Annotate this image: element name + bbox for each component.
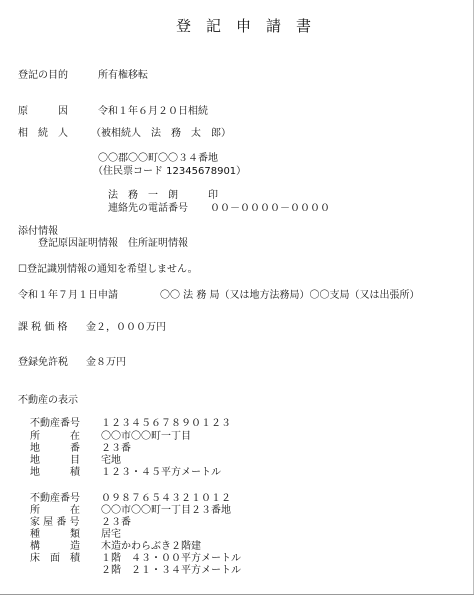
license-tax-value: 金８万円	[86, 357, 126, 368]
purpose-label: 登記の目的	[18, 70, 68, 81]
phone-label: 連絡先の電話番号	[108, 203, 188, 214]
building-number-label: 不動産番号	[30, 493, 80, 504]
registry-office: 〇〇 法 務 局（又は地方法務局）〇〇支局（又は出張所）	[160, 290, 420, 301]
land-location-label: 所 在	[30, 431, 80, 442]
building-type-label: 種 類	[30, 529, 80, 540]
house-number-value: ２３番	[101, 517, 131, 528]
land-category-label: 地 目	[30, 455, 80, 466]
floor-area-label: 床 面 積	[30, 553, 80, 564]
heir-name-seal: 法 務 一 朗 印	[108, 190, 218, 201]
tax-base-value: 金２，０００万円	[86, 322, 166, 333]
land-number-value: １２３４５６７８９０１２３	[101, 418, 231, 429]
heir-label: 相 続 人	[18, 128, 68, 139]
deceased-name: （被相続人 法 務 太 郎）	[91, 128, 231, 139]
attachments-items: 登記原因証明情報 住所証明情報	[38, 238, 188, 249]
property-header: 不動産の表示	[18, 395, 78, 406]
tax-base-label: 課 税 価 格	[18, 322, 68, 333]
phone-value: ００－００００－００００	[210, 203, 330, 214]
floor-area-second: ２階 ２１・３４平方メートル	[101, 565, 241, 576]
application-date: 令和１年７月１日申請	[18, 290, 118, 301]
floor-area-first: １階 ４３・００平方メートル	[101, 553, 241, 564]
building-type-value: 居宅	[101, 529, 121, 540]
heir-address: 〇〇郡〇〇町〇〇３４番地	[98, 153, 218, 164]
notice-checkbox-line: ☐登記識別情報の通知を希望しません。	[18, 264, 198, 275]
document-title: 登 記 申 請 書	[176, 17, 312, 35]
license-tax-label: 登録免許税	[18, 357, 68, 368]
building-location-label: 所 在	[30, 505, 80, 516]
land-category-value: 宅地	[101, 455, 121, 466]
attachments-label: 添付情報	[18, 226, 58, 237]
land-number-label: 不動産番号	[30, 418, 80, 429]
house-number-label: 家 屋 番 号	[30, 517, 80, 528]
cause-value: 令和１年６月２０日相続	[98, 106, 208, 117]
cause-label: 原 因	[18, 106, 68, 117]
building-location-value: 〇〇市〇〇町一丁目２３番地	[101, 505, 231, 516]
building-structure-value: 木造かわらぶき２階建	[101, 541, 201, 552]
building-structure-label: 構 造	[30, 541, 80, 552]
land-location-value: 〇〇市〇〇町一丁目	[101, 431, 191, 442]
purpose-value: 所有権移転	[98, 70, 148, 81]
land-area-label: 地 積	[30, 467, 80, 478]
land-area-value: １２３・４５平方メートル	[101, 467, 221, 478]
land-lot-value: ２３番	[101, 443, 131, 454]
resident-code: （住民票コード 12345678901）	[93, 166, 247, 177]
land-lot-label: 地 番	[30, 443, 80, 454]
building-number-value: ０９８７６５４３２１０１２	[101, 493, 231, 504]
